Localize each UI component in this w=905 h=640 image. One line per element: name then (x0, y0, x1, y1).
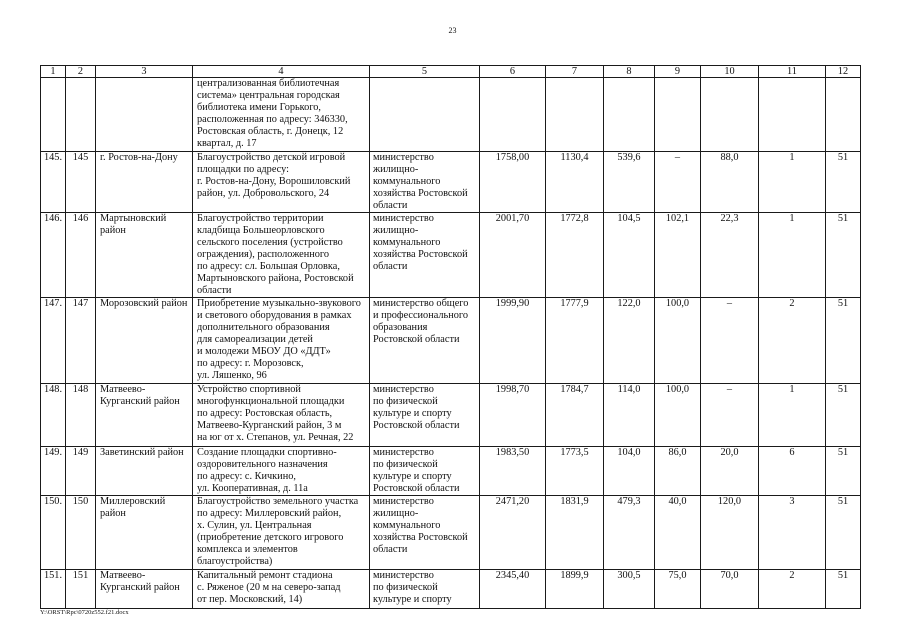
col-5-ministry: министерство жилищно- коммунального хозяйства Ростовской области (370, 213, 480, 298)
col-10-value: – (701, 298, 759, 384)
col-1-number: 148. (41, 384, 66, 447)
col-5-ministry: министерство жилищно- коммунального хозяйства Ростовской области (370, 152, 480, 213)
col-6-value: 1983,50 (480, 447, 546, 496)
col-10-value (701, 78, 759, 152)
col-10-value: – (701, 384, 759, 447)
table-row (41, 213, 861, 298)
table-row (41, 447, 861, 496)
col-7-value (546, 78, 604, 152)
col-12-value: 51 (826, 447, 861, 496)
col-2-number: 148 (66, 384, 96, 447)
col-7-value: 1772,8 (546, 213, 604, 298)
col-2-number: 147 (66, 298, 96, 384)
table-row (41, 496, 861, 570)
col-5-ministry: министерство общего и профессионального образования Ростовской области (370, 298, 480, 384)
col-4-object: Устройство спортивной многофункциональной площадки по адресу: Ростовская область, Матвеево-Курганский район, 3 м на юг от х. Степанов, ул. Речная, 22 (193, 384, 370, 447)
file-path-footer: Y:\ORST\Rpc\0720z552.f21.docx (40, 609, 129, 616)
column-header: 11 (759, 66, 826, 78)
col-5-ministry (370, 78, 480, 152)
col-3-district: г. Ростов-на-Дону (96, 152, 193, 213)
col-1-number: 145. (41, 152, 66, 213)
col-11-value (759, 78, 826, 152)
table-row-continued (41, 78, 861, 152)
col-3-district: Матвеево- Курганский район (96, 384, 193, 447)
col-4-object: Благоустройство детской игровой площадки по адресу: г. Ростов-на-Дону, Ворошиловский район, ул. Добровольского, 24 (193, 152, 370, 213)
col-9-value (655, 78, 701, 152)
col-6-value: 2001,70 (480, 213, 546, 298)
column-header: 2 (66, 66, 96, 78)
col-1-number: 151. (41, 570, 66, 609)
col-6-value: 2345,40 (480, 570, 546, 609)
col-11-value: 1 (759, 152, 826, 213)
col-8-value: 104,0 (604, 447, 655, 496)
col-12-value: 51 (826, 570, 861, 609)
col-5-ministry: министерство по физической культуре и спорту (370, 570, 480, 609)
col-2-number: 145 (66, 152, 96, 213)
col-12-value: 51 (826, 152, 861, 213)
col-2-number: 150 (66, 496, 96, 570)
col-10-value: 120,0 (701, 496, 759, 570)
col-4-object: централизованная библиотечная система» центральная городская библиотека имени Горького, расположенная по адресу: 346330, Ростовская область, г. Донецк, 12 квартал, д. 17 (193, 78, 370, 152)
column-header: 10 (701, 66, 759, 78)
column-header: 4 (193, 66, 370, 78)
col-10-value: 20,0 (701, 447, 759, 496)
col-7-value: 1773,5 (546, 447, 604, 496)
col-8-value: 479,3 (604, 496, 655, 570)
column-number-row (41, 66, 861, 78)
column-header: 9 (655, 66, 701, 78)
col-1-number: 149. (41, 447, 66, 496)
col-7-value: 1130,4 (546, 152, 604, 213)
table-row (41, 384, 861, 447)
col-3-district (96, 78, 193, 152)
col-6-value (480, 78, 546, 152)
col-10-value: 88,0 (701, 152, 759, 213)
col-9-value: 40,0 (655, 496, 701, 570)
col-1-number: 146. (41, 213, 66, 298)
col-3-district: Матвеево- Курганский район (96, 570, 193, 609)
data-table (40, 65, 861, 609)
column-header: 3 (96, 66, 193, 78)
column-header: 7 (546, 66, 604, 78)
col-3-district: Миллеровский район (96, 496, 193, 570)
table-row (41, 570, 861, 609)
table-row (41, 152, 861, 213)
col-6-value: 2471,20 (480, 496, 546, 570)
col-9-value: – (655, 152, 701, 213)
col-1-number (41, 78, 66, 152)
col-2-number: 149 (66, 447, 96, 496)
col-10-value: 70,0 (701, 570, 759, 609)
col-4-object: Благоустройство земельного участка по адресу: Миллеровский район, х. Сулин, ул. Центральная (приобретение детского игрового комплекса и элементов благоустройства) (193, 496, 370, 570)
page-number: 23 (448, 26, 457, 35)
col-9-value: 100,0 (655, 298, 701, 384)
col-12-value: 51 (826, 496, 861, 570)
col-8-value: 539,6 (604, 152, 655, 213)
col-2-number: 146 (66, 213, 96, 298)
col-6-value: 1758,00 (480, 152, 546, 213)
column-header: 12 (826, 66, 861, 78)
column-header: 1 (41, 66, 66, 78)
column-header: 8 (604, 66, 655, 78)
col-11-value: 1 (759, 213, 826, 298)
col-4-object: Приобретение музыкально-звукового и светового оборудования в рамках дополнительного образования для самореализации детей и молодежи МБОУ ДО «ДДТ» по адресу: г. Морозовск, ул. Ляшенко, 96 (193, 298, 370, 384)
col-9-value: 100,0 (655, 384, 701, 447)
col-5-ministry: министерство по физической культуре и спорту Ростовской области (370, 447, 480, 496)
col-11-value: 2 (759, 298, 826, 384)
col-3-district: Морозовский район (96, 298, 193, 384)
col-9-value: 86,0 (655, 447, 701, 496)
col-4-object: Благоустройство территории кладбища Большеорловского сельского поселения (устройство ограждения), расположенного по адресу: сл. Большая Орловка, Мартыновского района, Ростовской области (193, 213, 370, 298)
col-9-value: 75,0 (655, 570, 701, 609)
col-8-value: 114,0 (604, 384, 655, 447)
col-5-ministry: министерство жилищно- коммунального хозяйства Ростовской области (370, 496, 480, 570)
col-11-value: 6 (759, 447, 826, 496)
col-7-value: 1777,9 (546, 298, 604, 384)
col-11-value: 3 (759, 496, 826, 570)
col-8-value: 104,5 (604, 213, 655, 298)
col-12-value (826, 78, 861, 152)
col-3-district: Мартыновский район (96, 213, 193, 298)
col-10-value: 22,3 (701, 213, 759, 298)
col-4-object: Капитальный ремонт стадиона с. Ряженое (20 м на северо-запад от пер. Московский, 14) (193, 570, 370, 609)
col-7-value: 1899,9 (546, 570, 604, 609)
col-3-district: Заветинский район (96, 447, 193, 496)
col-8-value: 300,5 (604, 570, 655, 609)
col-12-value: 51 (826, 213, 861, 298)
col-6-value: 1999,90 (480, 298, 546, 384)
col-2-number: 151 (66, 570, 96, 609)
col-12-value: 51 (826, 384, 861, 447)
col-11-value: 1 (759, 384, 826, 447)
col-7-value: 1831,9 (546, 496, 604, 570)
col-1-number: 150. (41, 496, 66, 570)
col-8-value (604, 78, 655, 152)
col-4-object: Создание площадки спортивно- оздоровительного назначения по адресу: с. Кичкино, ул. Кооперативная, д. 11а (193, 447, 370, 496)
col-11-value: 2 (759, 570, 826, 609)
col-9-value: 102,1 (655, 213, 701, 298)
column-header: 5 (370, 66, 480, 78)
col-7-value: 1784,7 (546, 384, 604, 447)
col-2-number (66, 78, 96, 152)
col-6-value: 1998,70 (480, 384, 546, 447)
col-8-value: 122,0 (604, 298, 655, 384)
col-12-value: 51 (826, 298, 861, 384)
column-header: 6 (480, 66, 546, 78)
col-5-ministry: министерство по физической культуре и спорту Ростовской области (370, 384, 480, 447)
col-1-number: 147. (41, 298, 66, 384)
table-row (41, 298, 861, 384)
